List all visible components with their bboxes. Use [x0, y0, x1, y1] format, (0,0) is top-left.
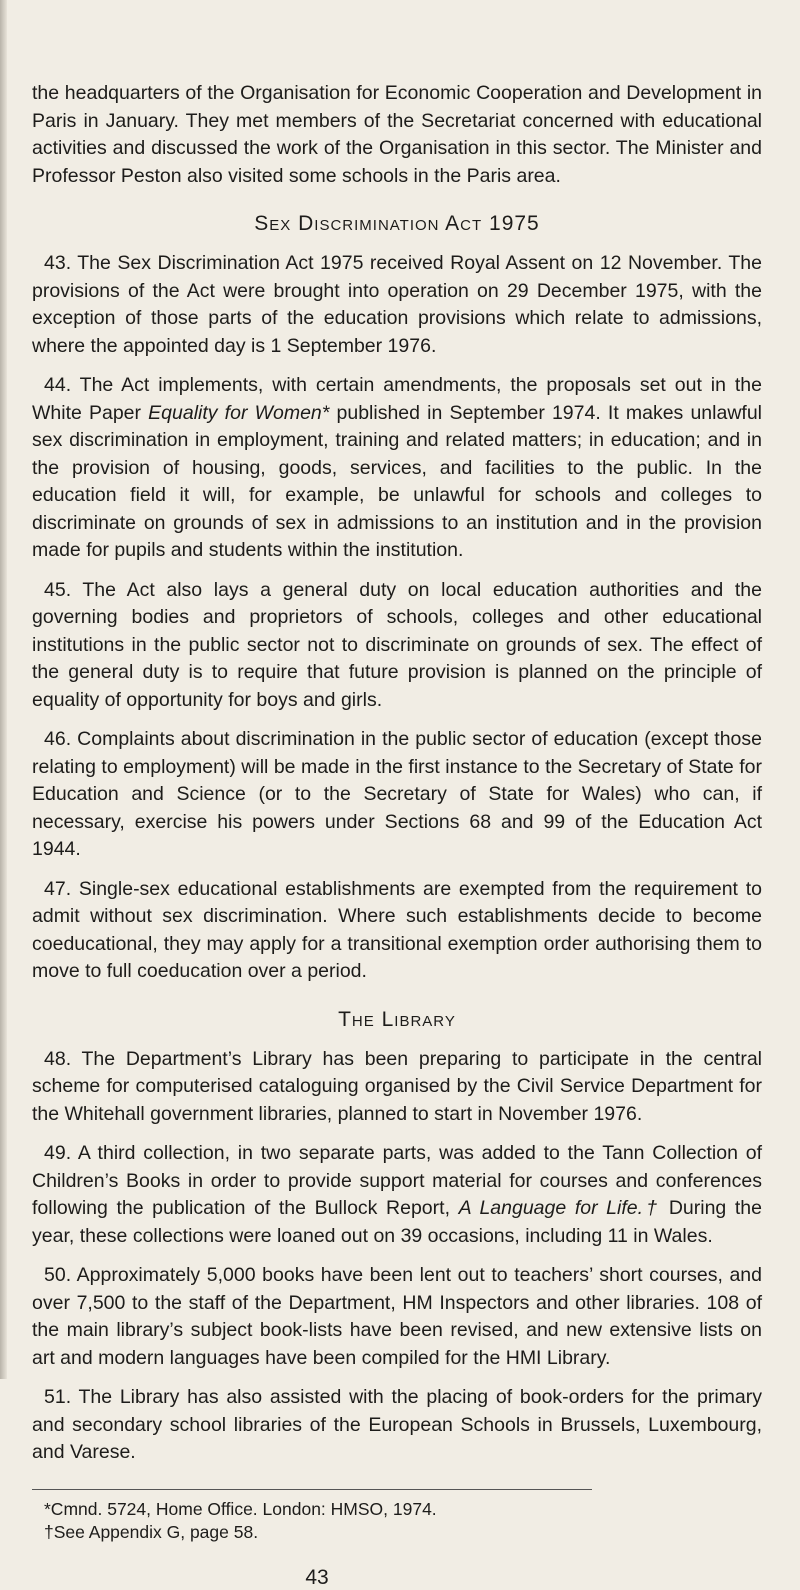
- footnote-1: *Cmnd. 5724, Home Office. London: HMSO, 1974.: [44, 1498, 437, 1519]
- footnote-divider: [32, 1489, 592, 1490]
- intro-paragraph: the headquarters of the Organisation for Economic Cooperation and Development in Paris in January. They met members of the Secretariat concerned with educational activities and discussed the work of the Organisation in this sector. The Minister and Professor Peston also visited some schools in the Paris area.: [32, 82, 762, 187]
- section-heading-sex-discrimination-act: Sex Discrimination Act 1975: [254, 212, 540, 235]
- paragraph-46: 46. Complaints about discrimination in the public sector of education (except those relating to employment) will be made in the first instance to the Secretary of State for Education and Science (or to the Secretary of State for Wales) who can, if necessary, exercise his powers under Sections 68 and 99 of the Education Act 1944.: [32, 728, 762, 860]
- paragraph-44: [32, 372, 762, 565]
- paragraph-43: 43. The Sex Discrimination Act 1975 received Royal Assent on 12 November. The provisions of the Act were brought into operation on 29 December 1975, with the exception of those parts of the education provisions which relate to admissions, where the appointed day is 1 September 1976.: [32, 252, 762, 357]
- paragraph-51: 51. The Library has also assisted with the placing of book-orders for the primary and secondary school libraries of the European Schools in Brussels, Luxembourg, and Varese.: [32, 1386, 762, 1463]
- paragraph-45: 45. The Act also lays a general duty on local education authorities and the governing bodies and proprietors of schools, colleges and other educational institutions in the public sector not to discriminate on grounds of sex. The effect of the general duty is to require that future provision is planned on the principle of equality of opportunity for boys and girls.: [32, 578, 762, 711]
- paragraph-49-pre: 49. A third collection, in two separate parts, was added to the Tann Collection of Children’s Books in order to provide support material for courses and conferences following the publication of the Bullock Report,: [32, 1142, 762, 1219]
- footnote-2: †See Appendix G, page 58.: [44, 1521, 259, 1542]
- paragraph-44-post: published in September 1974. It makes unlawful sex discrimination in employment, training and related matters; in education; and in the provision of housing, goods, services, and facilities to the public. In the education field it will, for example, be unlawful for schools and colleges to discriminate on grounds of sex in admissions to an institution and in the provision made for pupils and students within the institution.: [32, 401, 762, 561]
- paragraph-48: 48. The Department’s Library has been preparing to participate in the central scheme for computerised cataloguing organised by the Civil Service Department for the Whitehall government libraries, planned to start in November 1976.: [32, 1047, 762, 1125]
- paragraph-49: [32, 1140, 762, 1250]
- document-page: [32, 80, 762, 1590]
- paragraph-47: 47. Single-sex educational establishments are exempted from the requirement to admit without sex discrimination. Where such establishments decide to become coeducational, they may apply for a transitional exemption order authorising them to move to full coeducation over a period.: [32, 877, 762, 982]
- paragraph-50: 50. Approximately 5,000 books have been lent out to teachers’ short courses, and over 7,500 to the staff of the Department, HM Inspectors and other libraries. 108 of the main library’s subject book-lists have been revised, and new extensive lists on art and modern languages have been compiled for the HMI Library.: [32, 1264, 762, 1369]
- paragraph-49-title: A Language for Life.†: [458, 1197, 661, 1219]
- paragraph-44-pre: 44. The Act implements, with certain amendments, the proposals set out in the White Paper: [32, 374, 762, 424]
- page-edge-shadow: [0, 0, 7, 1379]
- paragraph-49-post: During the year, these collections were loaned out on 39 occasions, including 11 in Wales.: [32, 1197, 762, 1247]
- section-heading-the-library: The Library: [338, 1007, 456, 1031]
- page-number: 43: [305, 1565, 329, 1589]
- paragraph-44-title: Equality for Women*: [148, 401, 330, 424]
